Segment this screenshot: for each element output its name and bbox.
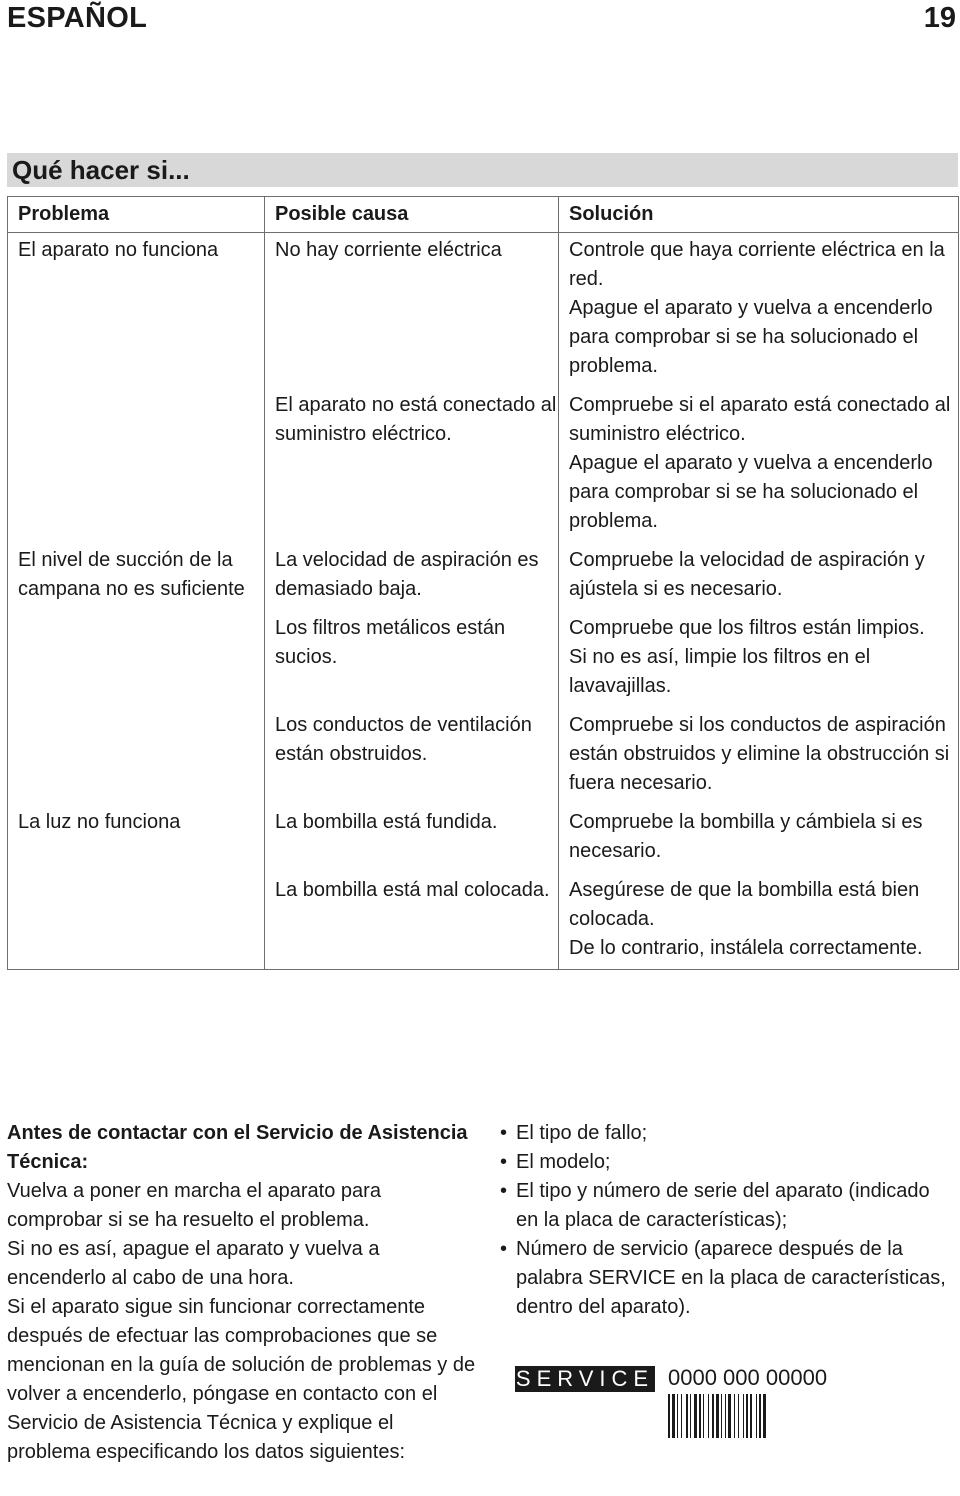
table-row (8, 802, 959, 870)
column-header-problem: Problema (8, 197, 265, 233)
solution-cell (559, 233, 959, 386)
cause-cell: La bombilla está fundida. (265, 802, 559, 870)
contact-heading: Antes de contactar con el Servicio de Asistencia Técnica: (7, 1122, 468, 1173)
list-item (500, 1148, 955, 1177)
contact-paragraph: Si no es así, apague el aparato y vuelva a encenderlo al cabo de una hora. (7, 1238, 380, 1289)
table-row (8, 540, 959, 608)
cause-cell: No hay corriente eléctrica (265, 233, 559, 386)
solution-cell (559, 608, 959, 705)
bullet-icon: • (500, 1151, 508, 1173)
solution-text: Si no es así, limpie los filtros en el lavavajillas. (569, 646, 871, 697)
cause-cell: Los filtros metálicos están sucios. (265, 608, 559, 705)
cause-cell: El aparato no está conectado al suministro eléctrico. (265, 385, 559, 540)
solution-text: De lo contrario, instálela correctamente. (569, 937, 923, 959)
solution-text: Controle que haya corriente eléctrica en la red. (569, 239, 945, 290)
solution-cell (559, 802, 959, 870)
solution-cell (559, 870, 959, 970)
problem-cell (8, 705, 265, 802)
section-title: Qué hacer si... (12, 155, 190, 185)
cause-cell: Los conductos de ventilación están obstruidos. (265, 705, 559, 802)
table-row (8, 608, 959, 705)
problem-cell (8, 870, 265, 970)
solution-text: Compruebe si los conductos de aspiración están obstruidos y elimine la obstrucción si fuera necesario. (569, 714, 950, 794)
list-item (500, 1177, 955, 1235)
table-row (8, 233, 959, 386)
solution-text: Apague el aparato y vuelva a encenderlo para comprobar si se ha solucionado el problema. (569, 297, 933, 377)
problem-cell: El nivel de succión de la campana no es suficiente (8, 540, 265, 608)
service-plate-label: SERVICE (515, 1366, 655, 1391)
bullet-icon: • (500, 1180, 508, 1202)
bullet-icon: • (500, 1122, 508, 1144)
table-row (8, 870, 959, 970)
solution-text: Apague el aparato y vuelva a encenderlo para comprobar si se ha solucionado el problema. (569, 452, 933, 532)
solution-cell (559, 705, 959, 802)
problem-cell: El aparato no funciona (8, 233, 265, 386)
cause-cell: La velocidad de aspiración es demasiado baja. (265, 540, 559, 608)
solution-text: Compruebe que los filtros están limpios. (569, 617, 925, 639)
solution-text: Asegúrese de que la bombilla está bien colocada. (569, 879, 920, 930)
solution-text: Compruebe si el aparato está conectado al suministro eléctrico. (569, 394, 951, 445)
solution-cell (559, 385, 959, 540)
list-item (500, 1235, 955, 1322)
table-header-row (8, 197, 959, 233)
header-language: ESPAÑOL (7, 2, 148, 34)
contact-paragraph: Si el aparato sigue sin funcionar correctamente después de efectuar las comprobaciones que se mencionan en la guía de solución de problemas y de volver a encenderlo, póngase en contacto con el Servicio de Asistencia Técnica y explique el problema especificando los datos siguientes: (7, 1296, 476, 1463)
solution-text: Compruebe la bombilla y cámbiela si es necesario. (569, 811, 923, 862)
solution-text: Compruebe la velocidad de aspiración y ajústela si es necesario. (569, 549, 925, 600)
problem-cell (8, 385, 265, 540)
table-row (8, 705, 959, 802)
contact-instructions (7, 1119, 477, 1467)
barcode-icon (668, 1394, 838, 1438)
required-data-list (500, 1119, 955, 1322)
table-row (8, 385, 959, 540)
page-number: 19 (923, 2, 956, 34)
list-item-text: El tipo de fallo; (516, 1122, 648, 1144)
list-item-text: El modelo; (516, 1151, 611, 1173)
cause-cell: La bombilla está mal colocada. (265, 870, 559, 970)
solution-cell (559, 540, 959, 608)
list-item (500, 1119, 955, 1148)
problem-cell: La luz no funciona (8, 802, 265, 870)
problem-cell (8, 608, 265, 705)
section-title-bar (7, 153, 958, 187)
bullet-icon: • (500, 1238, 508, 1260)
column-header-solution: Solución (559, 197, 959, 233)
list-item-text: El tipo y número de serie del aparato (indicado en la placa de características); (516, 1180, 930, 1231)
contact-paragraph: Vuelva a poner en marcha el aparato para comprobar si se ha resuelto el problema. (7, 1180, 381, 1231)
list-item-text: Número de servicio (aparece después de la palabra SERVICE en la placa de características, dentro del aparato). (516, 1238, 946, 1318)
troubleshooting-table (7, 196, 959, 970)
service-plate-number: 0000 000 00000 (668, 1365, 828, 1390)
column-header-cause: Posible causa (265, 197, 559, 233)
